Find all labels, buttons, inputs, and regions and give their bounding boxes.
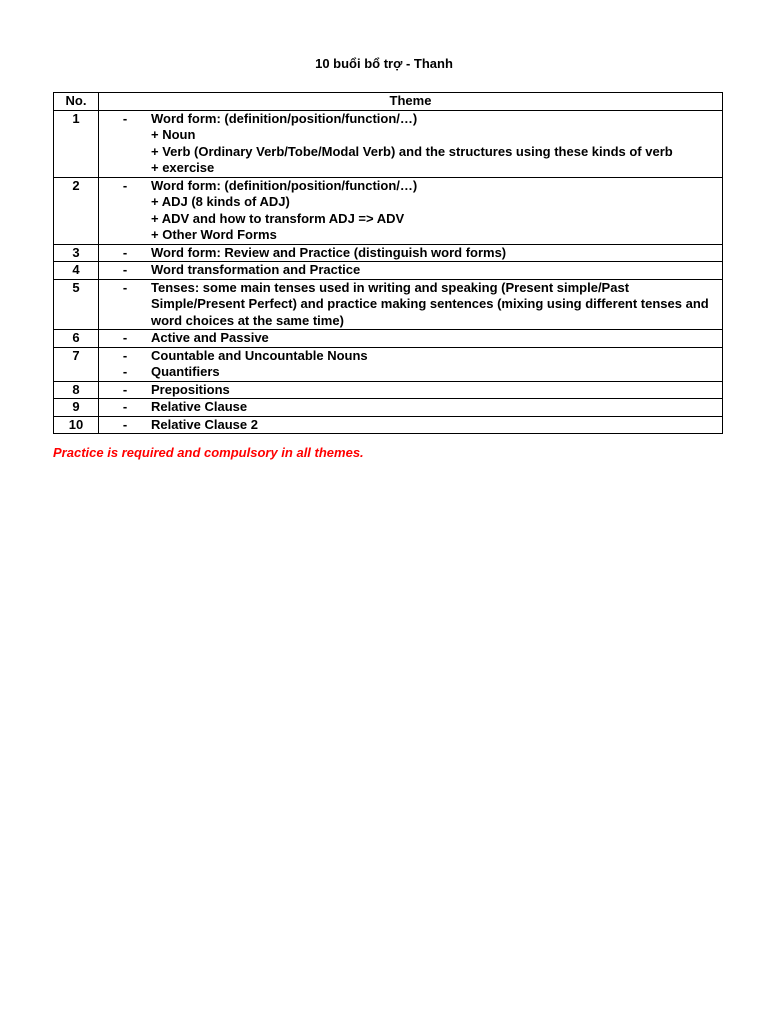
row-theme xyxy=(99,381,723,399)
row-theme xyxy=(99,399,723,417)
row-theme xyxy=(99,110,723,177)
bullet-dash: - xyxy=(122,399,128,414)
theme-line-text: + Other Word Forms xyxy=(151,227,277,242)
table-body xyxy=(54,110,723,434)
row-theme xyxy=(99,330,723,348)
theme-line-text: + Verb (Ordinary Verb/Tobe/Modal Verb) and the structures using these kinds of verb xyxy=(151,143,673,159)
theme-line xyxy=(99,364,722,381)
theme-line xyxy=(99,382,722,399)
table-row xyxy=(54,244,723,262)
row-theme xyxy=(99,262,723,280)
row-theme xyxy=(99,347,723,381)
theme-line-text: + exercise xyxy=(151,160,215,175)
theme-line xyxy=(99,178,722,195)
theme-line xyxy=(99,417,722,434)
theme-line xyxy=(99,111,722,128)
bullet-dash: - xyxy=(122,279,128,295)
theme-line-text: Active and Passive xyxy=(151,330,269,345)
bullet-dash: - xyxy=(122,416,128,432)
theme-line-text: Tenses: some main tenses used in writing and speaking (Present simple/Past Simple/Present Perfect) and practice making sentences (mixing using different tenses and word choices at the same time) xyxy=(151,279,709,328)
theme-line-text: Word form: Review and Practice (distinguish word forms) xyxy=(151,244,507,260)
row-number: 1 xyxy=(54,110,99,177)
bullet-dash: - xyxy=(122,330,128,345)
theme-line-text: Relative Clause 2 xyxy=(151,416,258,432)
row-theme xyxy=(99,416,723,434)
row-theme xyxy=(99,177,723,244)
table-row xyxy=(54,110,723,177)
row-theme xyxy=(99,244,723,262)
header-no: No. xyxy=(54,93,99,111)
theme-line-text: + ADJ (8 kinds of ADJ) xyxy=(151,194,290,209)
row-number: 2 xyxy=(54,177,99,244)
row-number: 8 xyxy=(54,381,99,399)
bullet-dash: - xyxy=(122,177,128,193)
table-row xyxy=(54,177,723,244)
theme-line xyxy=(99,262,722,279)
table-row xyxy=(54,347,723,381)
session-table xyxy=(53,92,723,434)
row-number: 3 xyxy=(54,244,99,262)
theme-line xyxy=(99,330,722,347)
table-row xyxy=(54,330,723,348)
theme-line-text: Word form: (definition/position/function/…) xyxy=(151,110,418,126)
bullet-dash: - xyxy=(122,110,128,126)
theme-line-text: Countable and Uncountable Nouns xyxy=(151,347,368,363)
theme-line xyxy=(99,160,722,177)
table-row xyxy=(54,262,723,280)
theme-line-text: + Noun xyxy=(151,127,196,142)
bullet-dash: - xyxy=(122,347,128,363)
theme-line xyxy=(99,127,722,144)
row-number: 9 xyxy=(54,399,99,417)
theme-line xyxy=(99,399,722,416)
row-number: 5 xyxy=(54,279,99,330)
table-header-row xyxy=(54,93,723,111)
theme-line xyxy=(99,227,722,244)
theme-line xyxy=(99,245,722,262)
theme-line xyxy=(99,144,722,161)
table-row xyxy=(54,399,723,417)
row-number: 10 xyxy=(54,416,99,434)
header-theme: Theme xyxy=(99,93,723,111)
theme-line-text: Relative Clause xyxy=(151,399,248,414)
theme-line xyxy=(99,211,722,228)
practice-note: Practice is required and compulsory in all themes. xyxy=(53,445,364,460)
theme-line-text: Prepositions xyxy=(151,381,230,397)
bullet-dash: - xyxy=(122,381,128,397)
bullet-dash: - xyxy=(122,244,128,260)
table-row xyxy=(54,381,723,399)
theme-line-text: Quantifiers xyxy=(151,364,220,379)
theme-line xyxy=(99,280,722,330)
row-number: 4 xyxy=(54,262,99,280)
theme-line-text: + ADV and how to transform ADJ => ADV xyxy=(151,210,405,226)
theme-line-text: Word transformation and Practice xyxy=(151,262,361,277)
row-number: 7 xyxy=(54,347,99,381)
theme-line-text: Word form: (definition/position/function/…) xyxy=(151,177,418,193)
bullet-dash: - xyxy=(122,364,128,379)
bullet-dash: - xyxy=(122,262,128,277)
row-number: 6 xyxy=(54,330,99,348)
table-row xyxy=(54,416,723,434)
table-row xyxy=(54,279,723,330)
page-title: 10 buổi bổ trợ - Thanh xyxy=(315,56,453,71)
theme-line xyxy=(99,194,722,211)
row-theme xyxy=(99,279,723,330)
theme-line xyxy=(99,348,722,365)
